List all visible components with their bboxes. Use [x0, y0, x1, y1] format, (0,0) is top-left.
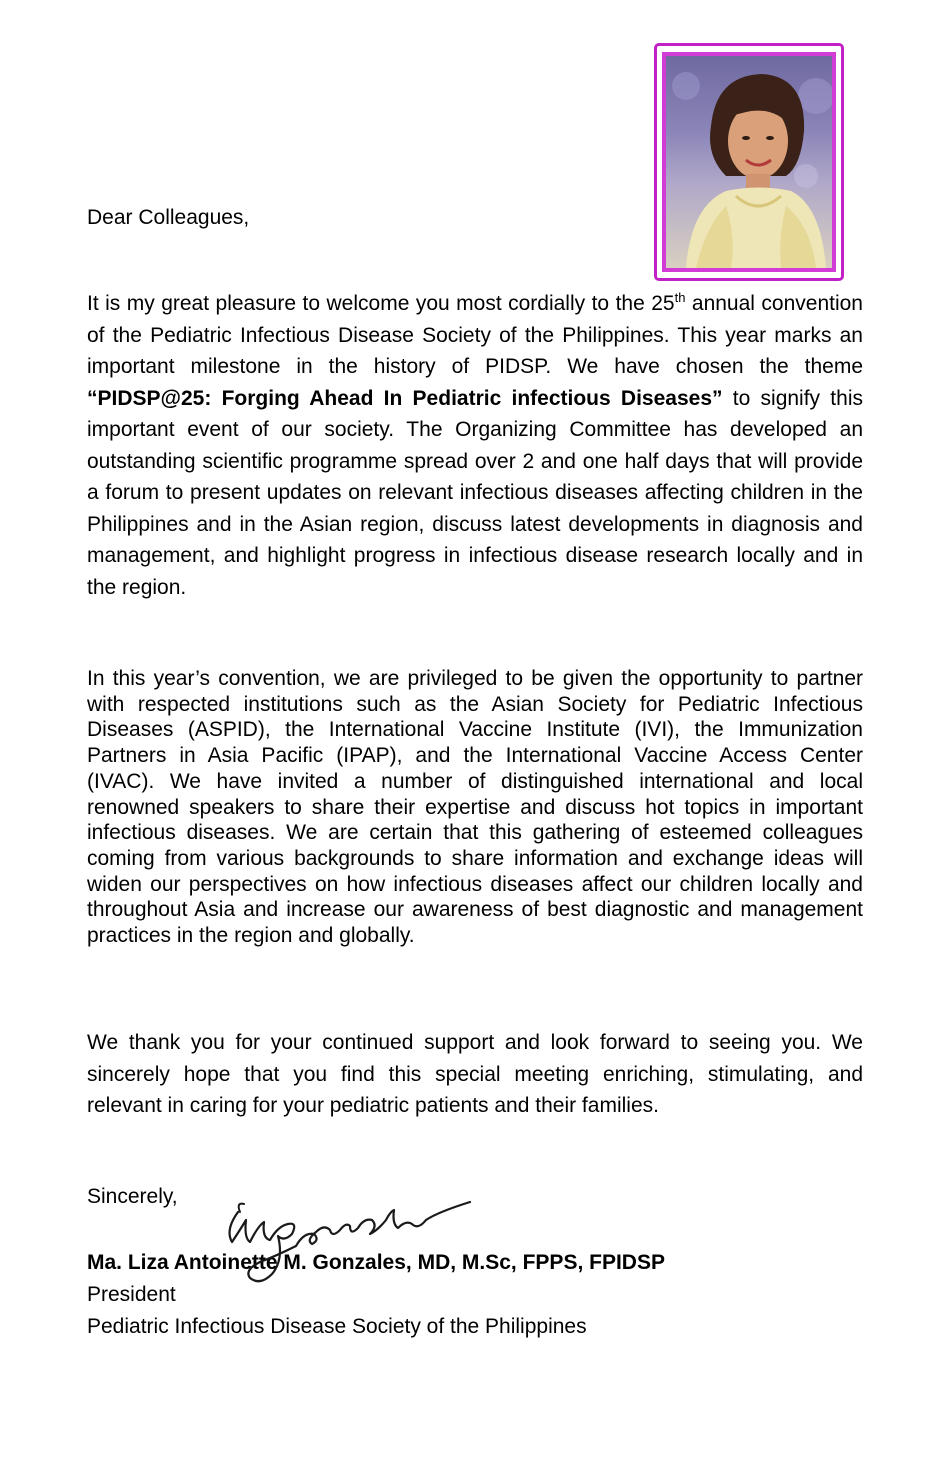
convention-theme: “PIDSP@25: Forging Ahead In Pediatric infectious Diseases”: [87, 386, 723, 410]
ordinal-suffix: th: [674, 290, 686, 305]
portrait-image: [666, 56, 832, 268]
signatory-org: Pediatric Infectious Disease Society of the Philippines: [87, 1315, 587, 1338]
paragraph-welcome-part1: It is my great pleasure to welcome you most cordially to the 25: [87, 292, 675, 315]
signatory-title: President: [87, 1283, 176, 1306]
handwritten-signature: [180, 1190, 480, 1300]
greeting: Dear Colleagues,: [87, 206, 250, 229]
paragraph-welcome-part3: to signify this important event of our society. The Organizing Committee has developed an outstanding scientific programme spread over 2 and one half days that will provide a forum to present updates on relevant infectious diseases affecting children in the Philippines and in the Asian region, discuss latest developments in diagnosis and management, and highlight progress in infectious disease research locally and in the region.: [87, 386, 863, 599]
closing: Sincerely,: [87, 1185, 178, 1208]
paragraph-partners: In this year’s convention, we are privileged to be given the opportunity to partner with respected institutions such as the Asian Society for Pediatric Infectious Diseases (ASPID), the International Vaccine Institute (IVI), the Immunization Partners in Asia Pacific (IPAP), and the International Vaccine Access Center (IVAC). We have invited a number of distinguished international and local renowned speakers to share their expertise and discuss hot topics in important infectious diseases. We are certain that this gathering of esteemed colleagues coming from various backgrounds to share information and exchange ideas will widen our perspectives on how infectious diseases affect our children locally and throughout Asia and increase our awareness of best diagnostic and management practices in the region and globally.: [87, 667, 863, 948]
paragraph-thanks: We thank you for your continued support and look forward to seeing you. We sincerely hope that you find this special meeting enriching, stimulating, and relevant in caring for your pediatric patients and their families.: [87, 1031, 863, 1117]
portrait-photo: [662, 52, 836, 272]
signatory-name: Ma. Liza Antoinette M. Gonzales, MD, M.Sc, FPPS, FPIDSP: [87, 1251, 665, 1274]
paragraph-welcome-part2: annual convention of the Pediatric Infectious Disease Society of the Philippines. This year marks an important milestone in the history of PIDSP. We have chosen the theme: [87, 292, 863, 378]
paragraph-welcome: [87, 288, 863, 603]
portrait-photo-frame: [654, 43, 844, 281]
